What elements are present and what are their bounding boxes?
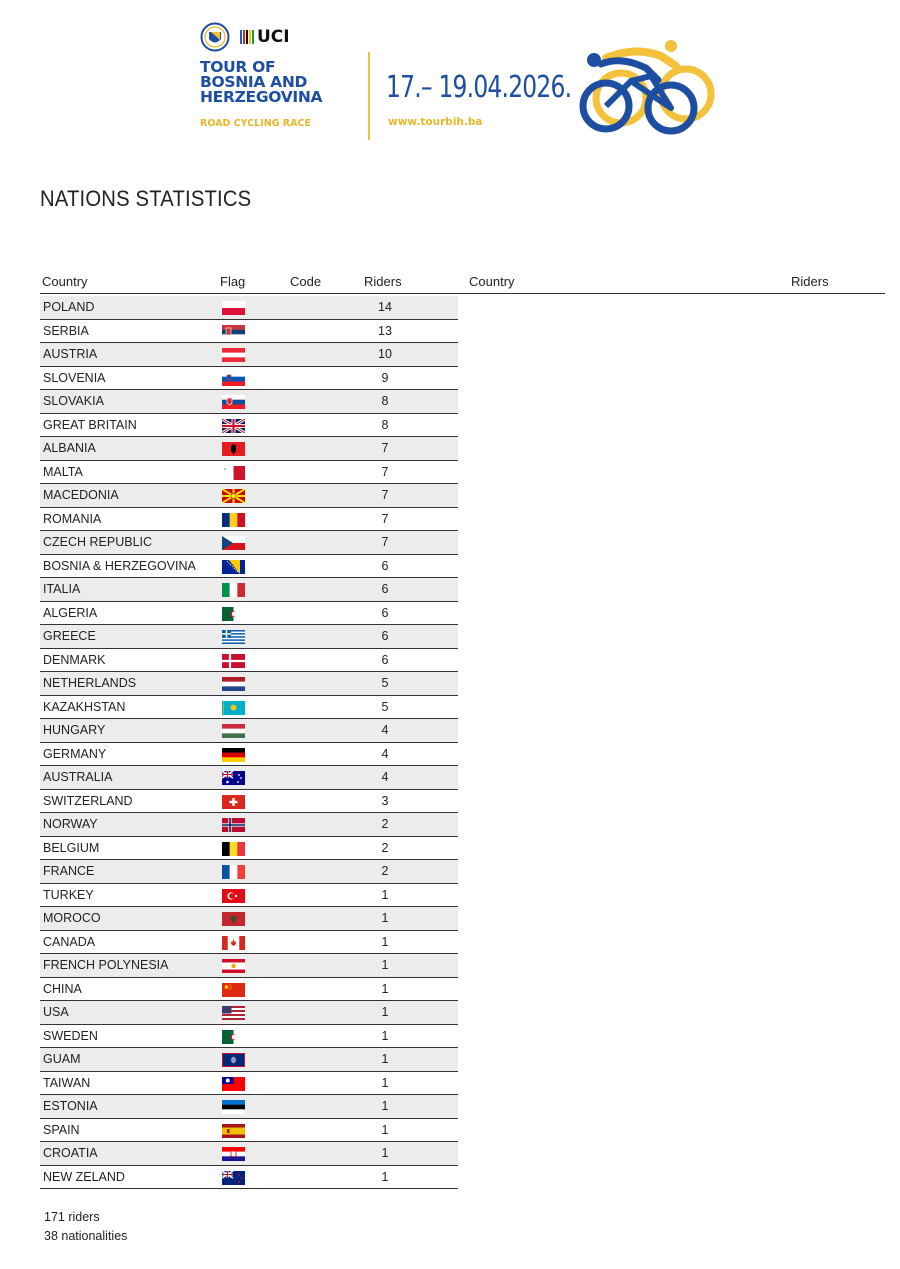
event-subtitle: ROAD CYCLING RACE	[200, 118, 311, 129]
rider-count: 10	[378, 347, 392, 361]
uci-rainbow-bars-icon	[240, 30, 254, 44]
table-row	[40, 743, 458, 767]
estonia-flag-icon	[222, 1100, 245, 1114]
table-row	[40, 414, 458, 438]
table-row	[40, 602, 458, 626]
summary	[44, 1208, 127, 1246]
country-name: FRENCH POLYNESIA	[43, 958, 169, 972]
country-name: CANADA	[43, 934, 96, 949]
rider-count: 5	[381, 676, 389, 690]
denmark-flag-icon	[222, 654, 245, 668]
rider-count: 8	[381, 417, 389, 432]
country-name: AUSTRALIA	[43, 770, 113, 784]
table-row	[40, 954, 458, 978]
column-header-country-2: Country	[469, 274, 515, 289]
event-title-line: TOUR OF	[200, 58, 276, 76]
china-flag-icon	[222, 983, 245, 997]
greece-flag-icon	[222, 630, 245, 644]
country-name: SLOVAKIA	[43, 394, 104, 408]
great-britain-flag-icon	[222, 419, 245, 433]
taiwan-flag-icon	[222, 1077, 245, 1091]
table-row	[40, 696, 458, 720]
albania-flag-icon	[222, 442, 245, 456]
table-row	[40, 860, 458, 884]
header-rule	[40, 293, 885, 294]
table-row	[40, 461, 458, 485]
country-name: CROATIA	[43, 1146, 98, 1160]
event-header	[196, 18, 736, 148]
austria-flag-icon	[222, 348, 245, 362]
rider-count: 1	[381, 1052, 389, 1066]
rider-count: 7	[381, 464, 389, 479]
malta-flag-icon	[222, 466, 245, 480]
germany-flag-icon	[222, 748, 245, 762]
country-name: SWEDEN	[43, 1028, 98, 1043]
country-name: FRANCE	[43, 864, 95, 878]
nations-table-body	[40, 296, 458, 1189]
country-name: NEW ZELAND	[43, 1169, 125, 1184]
usa-flag-icon	[222, 1006, 245, 1020]
country-name: ITALIA	[43, 582, 81, 596]
country-name: SERBIA	[43, 323, 89, 338]
rider-count: 2	[381, 840, 389, 855]
table-row	[40, 1166, 458, 1190]
table-row	[40, 1095, 458, 1119]
column-header-riders: Riders	[364, 274, 402, 289]
rider-count: 7	[381, 441, 389, 455]
spain-flag-icon	[222, 1124, 245, 1138]
uci-logo	[240, 27, 290, 47]
australia-flag-icon	[222, 771, 245, 785]
country-name: AUSTRIA	[43, 347, 98, 361]
rider-count: 1	[381, 981, 389, 996]
table-row	[40, 367, 458, 391]
country-name: POLAND	[43, 300, 95, 314]
french-polynesia-flag-icon	[222, 959, 245, 973]
column-header-code: Code	[290, 274, 322, 289]
rider-count: 6	[381, 605, 389, 620]
table-row	[40, 531, 458, 555]
rider-count: 1	[381, 1146, 389, 1160]
switzerland-flag-icon	[222, 795, 245, 809]
rider-count: 6	[381, 582, 389, 596]
rider-count: 7	[381, 488, 389, 502]
total-riders: 171 riders	[44, 1210, 100, 1224]
slovakia-flag-icon	[222, 395, 245, 409]
header-divider	[368, 52, 370, 140]
federation-logos	[200, 20, 290, 54]
rider-count: 2	[381, 864, 389, 878]
france-flag-icon	[222, 865, 245, 879]
country-name: HUNGARY	[43, 723, 106, 737]
table-row	[40, 508, 458, 532]
rider-count: 7	[381, 535, 389, 549]
page-title: NATIONS STATISTICS	[40, 186, 252, 211]
croatia-flag-icon	[222, 1147, 245, 1161]
column-header-riders-2: Riders	[791, 274, 829, 289]
rider-count: 2	[381, 817, 389, 831]
country-name: GUAM	[43, 1052, 81, 1066]
table-row	[40, 1025, 458, 1049]
country-name: NETHERLANDS	[43, 676, 137, 690]
country-name: USA	[43, 1005, 69, 1019]
table-row	[40, 555, 458, 579]
country-name: BELGIUM	[43, 840, 100, 855]
cyclist-logo-icon	[576, 36, 726, 136]
country-name: SWITZERLAND	[43, 793, 133, 808]
slovenia-flag-icon	[222, 372, 245, 386]
table-row	[40, 390, 458, 414]
rider-count: 9	[381, 370, 389, 385]
country-name: SLOVENIA	[43, 370, 106, 385]
table-row	[40, 437, 458, 461]
country-name: MALTA	[43, 464, 83, 479]
canada-flag-icon	[222, 936, 245, 950]
rider-count: 1	[381, 887, 389, 902]
table-row	[40, 578, 458, 602]
algeria-flag-icon	[222, 1030, 245, 1044]
bosnia-flag-icon	[222, 560, 245, 574]
country-name: ALBANIA	[43, 441, 96, 455]
event-title	[200, 60, 370, 105]
country-name: DENMARK	[43, 652, 106, 667]
table-row	[40, 907, 458, 931]
guam-flag-icon	[222, 1053, 245, 1067]
netherlands-flag-icon	[222, 677, 245, 691]
country-name: ESTONIA	[43, 1099, 98, 1113]
rider-count: 7	[381, 511, 389, 526]
serbia-flag-icon	[222, 325, 245, 339]
country-name: NORWAY	[43, 817, 98, 831]
kazakhstan-flag-icon	[222, 701, 245, 715]
table-row	[40, 837, 458, 861]
column-header-flag: Flag	[220, 274, 246, 289]
table-row	[40, 343, 458, 367]
country-name: GREAT BRITAIN	[43, 417, 137, 432]
country-name: SPAIN	[43, 1122, 80, 1137]
table-row	[40, 484, 458, 508]
table-row	[40, 813, 458, 837]
total-nationalities: 38 nationalities	[44, 1229, 128, 1243]
rider-count: 4	[381, 770, 389, 784]
table-row	[40, 1001, 458, 1025]
new-zealand-flag-icon	[222, 1171, 245, 1185]
rider-count: 5	[381, 699, 389, 714]
event-dates: 17.– 19.04.2026.	[386, 70, 572, 105]
column-header-country: Country	[42, 274, 88, 289]
romania-flag-icon	[222, 513, 245, 527]
table-row	[40, 719, 458, 743]
algeria-flag-icon	[222, 607, 245, 621]
event-title-line: BOSNIA AND	[200, 73, 308, 91]
table-row	[40, 625, 458, 649]
rider-count: 1	[381, 911, 389, 925]
country-name: BOSNIA & HERZEGOVINA	[43, 558, 196, 573]
rider-count: 1	[381, 1075, 389, 1090]
turkey-flag-icon	[222, 889, 245, 903]
czech-republic-flag-icon	[222, 536, 245, 550]
rider-count: 1	[381, 1005, 389, 1019]
table-row	[40, 790, 458, 814]
country-name: KAZAKHSTAN	[43, 699, 126, 714]
country-name: MACEDONIA	[43, 488, 119, 502]
country-name: TURKEY	[43, 887, 94, 902]
table-row	[40, 978, 458, 1002]
event-title-line: HERZEGOVINA	[200, 88, 323, 106]
table-row	[40, 296, 458, 320]
belgium-flag-icon	[222, 842, 245, 856]
country-name: CHINA	[43, 981, 82, 996]
norway-flag-icon	[222, 818, 245, 832]
country-name: GREECE	[43, 629, 96, 643]
table-row	[40, 1048, 458, 1072]
table-row	[40, 1119, 458, 1143]
rider-count: 6	[381, 652, 389, 667]
rider-count: 1	[381, 1028, 389, 1043]
rider-count: 13	[378, 323, 392, 338]
rider-count: 6	[381, 629, 389, 643]
country-name: MOROCO	[43, 911, 101, 925]
rider-count: 3	[381, 793, 389, 808]
table-row	[40, 766, 458, 790]
uci-label: UCI	[257, 27, 290, 47]
table-row	[40, 884, 458, 908]
table-row	[40, 672, 458, 696]
morocco-flag-icon	[222, 912, 245, 926]
country-name: ALGERIA	[43, 605, 98, 620]
rider-count: 1	[381, 1169, 389, 1184]
country-name: TAIWAN	[43, 1075, 91, 1090]
country-name: GERMANY	[43, 746, 107, 761]
table-row	[40, 931, 458, 955]
table-row	[40, 1142, 458, 1166]
rider-count: 1	[381, 1099, 389, 1113]
rider-count: 4	[381, 723, 389, 737]
rider-count: 8	[381, 394, 389, 408]
country-name: ROMANIA	[43, 511, 102, 526]
rider-count: 6	[381, 558, 389, 573]
rider-count: 1	[381, 934, 389, 949]
country-name: CZECH REPUBLIC	[43, 535, 153, 549]
rider-count: 1	[381, 1122, 389, 1137]
rider-count: 1	[381, 958, 389, 972]
poland-flag-icon	[222, 301, 245, 315]
table-row	[40, 649, 458, 673]
italy-flag-icon	[222, 583, 245, 597]
bosnia-cycling-federation-logo-icon	[200, 22, 230, 52]
macedonia-flag-icon	[222, 489, 245, 503]
rider-count: 14	[378, 300, 392, 314]
hungary-flag-icon	[222, 724, 245, 738]
table-row	[40, 320, 458, 344]
event-website: www.tourbih.ba	[388, 116, 483, 128]
table-row	[40, 1072, 458, 1096]
rider-count: 4	[381, 746, 389, 761]
